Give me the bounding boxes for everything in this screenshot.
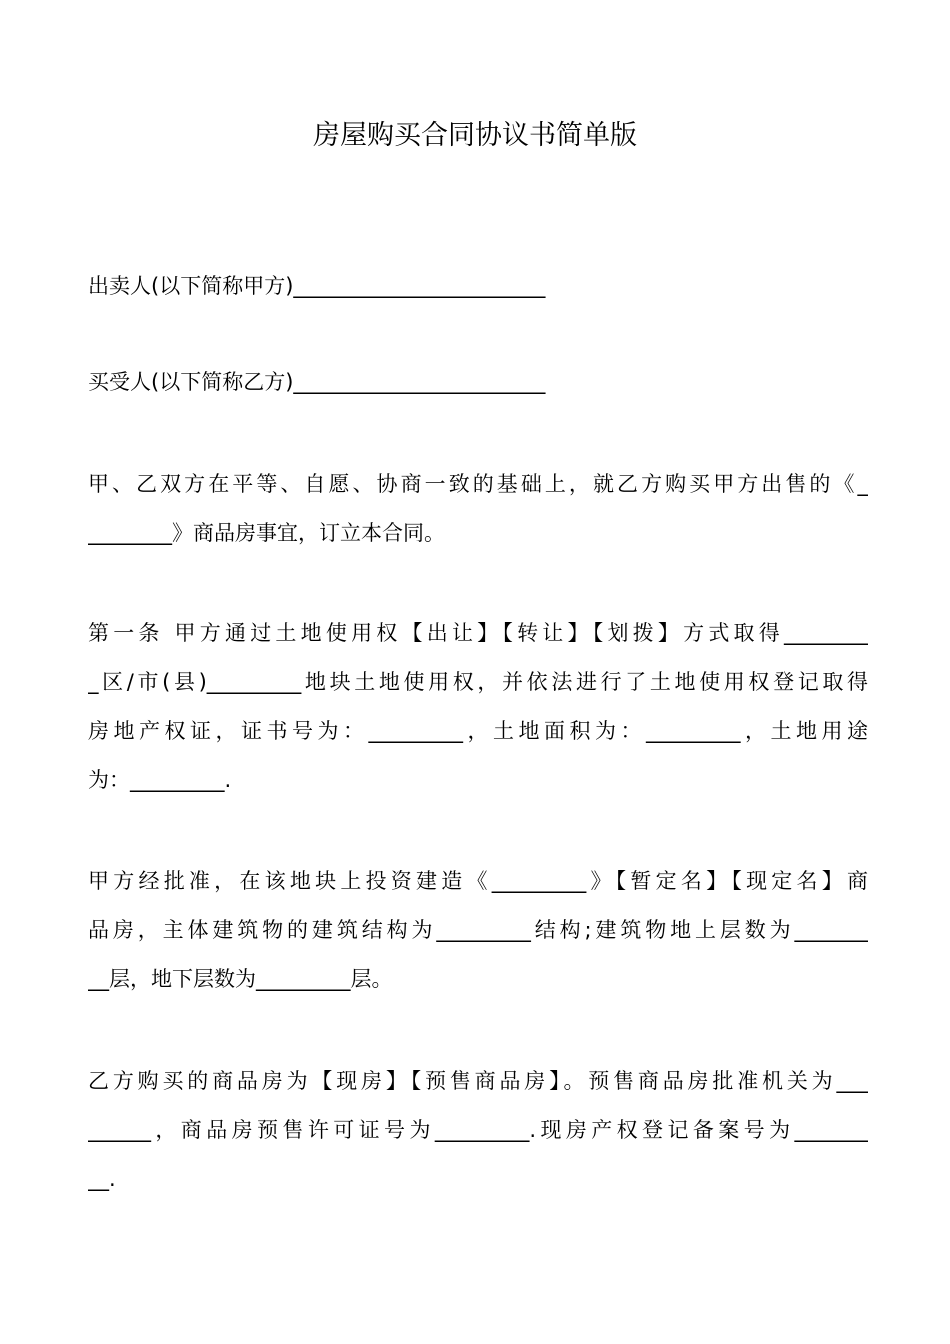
seller-text: 出卖人(以下简称甲方)________________________ <box>88 274 546 298</box>
seller-line <box>88 262 868 311</box>
construction-line-2: 品房，主体建筑物的建筑结构为_________结构;建筑物地上层数为_______ <box>88 918 868 942</box>
article-1-paragraph <box>88 609 868 805</box>
intro-paragraph <box>88 460 868 558</box>
article-1-line-2: _区/市(县)_________地块土地使用权，并依法进行了土地使用权登记取得 <box>88 670 868 694</box>
article-1-line-4: 为：_________. <box>88 768 232 792</box>
construction-line-3: __层，地下层数为_________层。 <box>88 967 393 991</box>
purchase-line-3: __. <box>88 1167 116 1191</box>
purchase-line-2: ______，商品房预售许可证号为_________.现房产权登记备案号为_______ <box>88 1118 868 1142</box>
article-1-line-1: 第一条 甲方通过土地使用权【出让】【转让】【划拨】方式取得________ <box>88 621 868 645</box>
buyer-line <box>88 358 868 407</box>
buyer-text: 买受人(以下简称乙方)________________________ <box>88 370 546 394</box>
purchase-line-1: 乙方购买的商品房为【现房】【预售商品房】。预售商品房批准机关为___ <box>88 1069 868 1093</box>
article-1-line-3: 房地产权证，证书号为：_________，土地面积为：_________，土地用途 <box>88 719 868 743</box>
construction-line-1: 甲方经批准，在该地块上投资建造《_________》【暂定名】【现定名】商 <box>88 869 868 893</box>
article-1-construction-paragraph <box>88 857 868 1004</box>
document-title: 房屋购买合同协议书简单版 <box>313 120 637 151</box>
intro-line-1: 甲、乙双方在平等、自愿、协商一致的基础上，就乙方购买甲方出售的《_ <box>88 472 868 496</box>
article-1-purchase-paragraph <box>88 1057 868 1204</box>
intro-line-2: ________》商品房事宜，订立本合同。 <box>88 521 445 545</box>
